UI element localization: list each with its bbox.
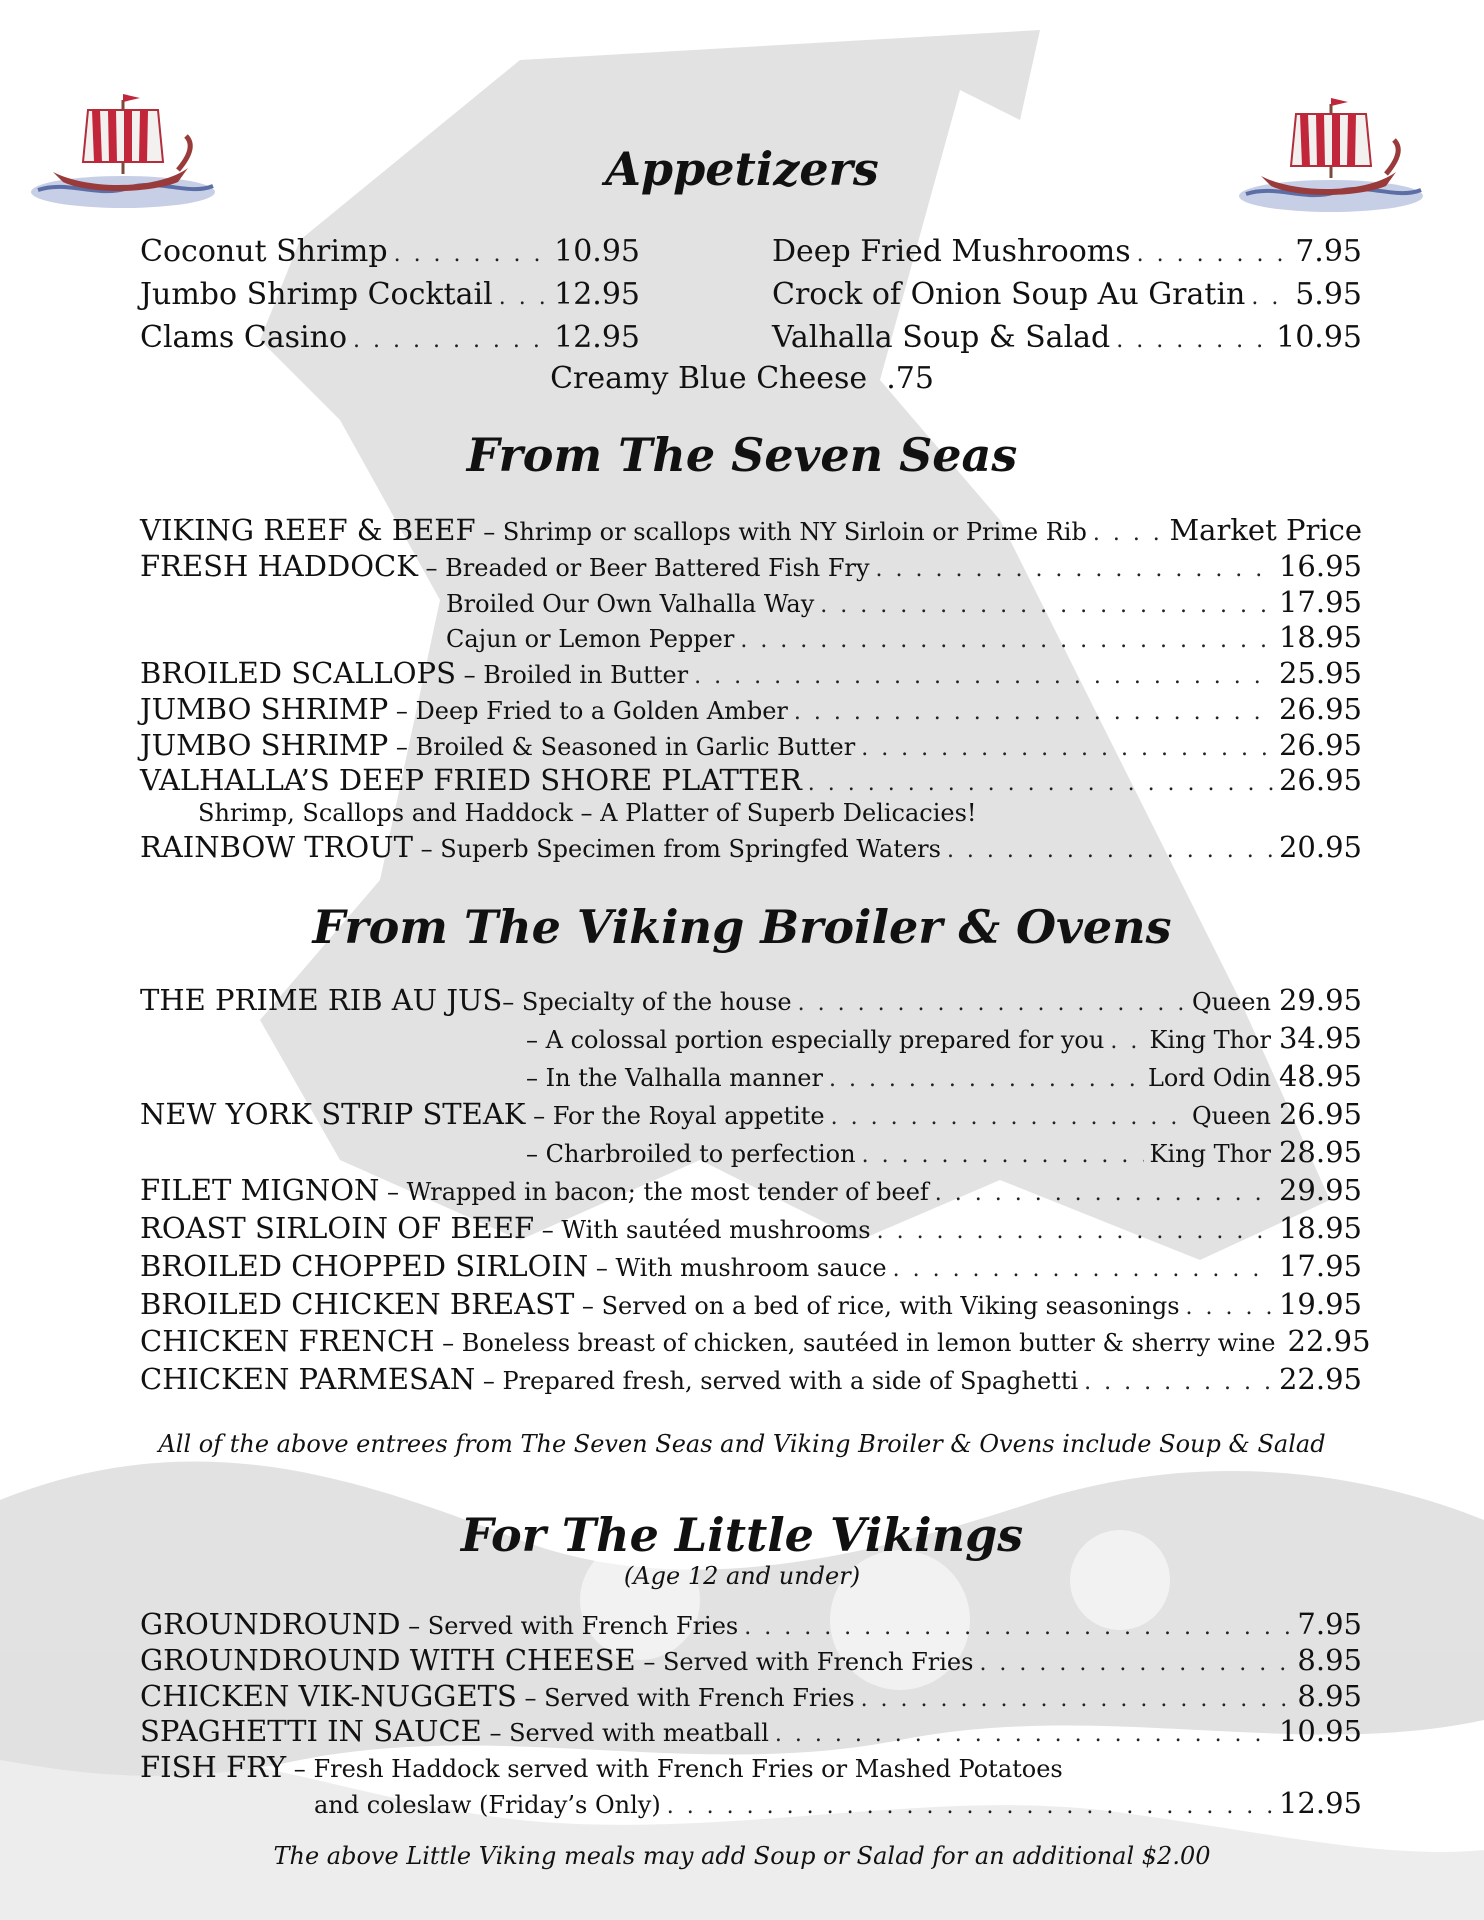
item-name: GROUNDROUND: [140, 1607, 401, 1641]
item-sep: –: [534, 1216, 562, 1244]
item-name: Valhalla Soup & Salad: [772, 320, 1111, 355]
item-price: 34.95: [1278, 1021, 1362, 1055]
item-price: 26.95: [1278, 728, 1362, 762]
item-name: Crock of Onion Soup Au Gratin: [772, 277, 1246, 312]
item-sep: –: [455, 661, 484, 689]
item-sep: –: [434, 1329, 462, 1357]
menu-item: [772, 234, 1362, 270]
item-desc: Charbroiled to perfection: [545, 1140, 856, 1168]
item-sep: –: [388, 733, 416, 761]
item-price: 5.95: [1295, 277, 1362, 312]
little-vikings-heading: For The Little Vikings: [460, 1508, 1024, 1562]
item-name: CHICKEN VIK-NUGGETS: [140, 1679, 517, 1713]
item-price: 10.95: [554, 234, 640, 269]
item-name: FISH FRY: [140, 1750, 287, 1784]
appetizers-heading: Appetizers: [605, 142, 879, 196]
item-desc: A colossal portion especially prepared for you: [545, 1026, 1105, 1054]
item-desc: Boneless breast of chicken, sautéed in lemon butter & sherry wine: [461, 1329, 1276, 1357]
item-desc: Cajun or Lemon Pepper: [446, 625, 735, 653]
item-sep: –: [481, 1719, 510, 1747]
menu-item: [140, 1679, 1362, 1713]
item-price: 26.95: [1278, 1097, 1362, 1131]
item-price: 7.95: [1297, 1607, 1362, 1641]
item-sep: –: [588, 1254, 616, 1282]
item-desc: Wrapped in bacon; the most tender of beef: [406, 1178, 929, 1206]
item-price: 10.95: [1276, 320, 1362, 355]
item-sep: –: [502, 988, 522, 1016]
item-price: 18.95: [1278, 1211, 1362, 1245]
item-sep: –: [417, 554, 446, 582]
menu-item: [140, 656, 1362, 690]
dot-leader: [394, 237, 549, 273]
item-name: BROILED CHOPPED SIRLOIN: [140, 1249, 589, 1283]
item-desc: For the Royal appetite: [552, 1102, 825, 1130]
dot-leader: [820, 589, 1273, 623]
menu-item: [140, 1173, 1362, 1207]
item-desc: Fresh Haddock served with French Fries or Mashed Potatoes: [313, 1755, 1063, 1783]
item-price: 48.95: [1278, 1059, 1362, 1093]
item-desc: Served with French Fries: [662, 1648, 974, 1676]
item-name: Deep Fried Mushrooms: [772, 234, 1131, 269]
item-desc: Shrimp or scallops with NY Sirloin or Prime Rib: [502, 518, 1087, 546]
item-name: VIKING REEF & BEEF: [140, 513, 476, 547]
item-price: 17.95: [1278, 585, 1362, 619]
menu-item: [140, 1714, 1362, 1748]
dot-leader: [861, 732, 1273, 766]
item-name: RAINBOW TROUT: [140, 830, 413, 864]
item-sep: –: [413, 835, 441, 863]
broiler-heading: From The Viking Broiler & Ovens: [312, 900, 1172, 954]
item-price: 28.95: [1278, 1135, 1362, 1169]
item-name: BROILED CHICKEN BREAST: [140, 1287, 575, 1321]
menu-item: [140, 234, 640, 270]
item-sep: –: [516, 1684, 545, 1712]
dot-leader: [979, 1647, 1291, 1681]
item-price: 7.95: [1295, 234, 1362, 269]
blue-cheese-addon: Creamy Blue Cheese .75: [550, 361, 934, 396]
item-price: 12.95: [554, 320, 640, 355]
viking-ship-icon: [28, 82, 218, 212]
menu-item: [140, 728, 1362, 762]
dot-leader: [947, 834, 1273, 868]
dot-leader: [1186, 1291, 1273, 1325]
portion-size: Queen: [1191, 988, 1271, 1016]
item-price: 29.95: [1278, 1173, 1362, 1207]
item-desc: Broiled Our Own Valhalla Way: [446, 590, 815, 618]
menu-item: [140, 1607, 1362, 1641]
item-desc: and coleslaw (Friday’s Only): [314, 1791, 661, 1819]
dot-leader: [935, 1177, 1273, 1211]
dot-leader: [667, 1790, 1273, 1824]
item-price: 22.95: [1287, 1324, 1371, 1358]
item-price: 25.95: [1278, 656, 1362, 690]
item-name: Clams Casino: [140, 320, 348, 355]
item-name: BROILED SCALLOPS: [140, 656, 456, 690]
menu-item: [140, 1750, 1362, 1784]
little-viking-addon-note: The above Little Viking meals may add Soup or Salad for an additional $2.00: [273, 1842, 1211, 1870]
item-sep: –: [475, 518, 503, 546]
portion-size: Lord Odin: [1147, 1064, 1271, 1092]
item-name: GROUNDROUND WITH CHEESE: [140, 1643, 636, 1677]
menu-item: [140, 1324, 1371, 1358]
menu-item: [526, 1135, 1362, 1169]
item-name: JUMBO SHRIMP: [140, 692, 389, 726]
item-price: 16.95: [1278, 549, 1362, 583]
item-price: 8.95: [1297, 1679, 1362, 1713]
item-price: 10.95: [1278, 1714, 1362, 1748]
seven-seas-heading: From The Seven Seas: [466, 428, 1018, 482]
item-name: VALHALLA’S DEEP FRIED SHORE PLATTER: [140, 763, 802, 797]
dot-leader: [798, 987, 1186, 1021]
item-sep: –: [526, 1026, 546, 1054]
dot-leader: [794, 696, 1273, 730]
item-price: 19.95: [1278, 1287, 1362, 1321]
item-desc: Served with meatball: [509, 1719, 769, 1747]
item-sep: –: [635, 1648, 663, 1676]
menu-item: [140, 320, 640, 356]
item-desc: Superb Specimen from Springfed Waters: [440, 835, 941, 863]
item-name: FRESH HADDOCK: [140, 549, 418, 583]
dot-leader: [877, 1215, 1273, 1249]
menu-item: [140, 1211, 1362, 1245]
menu-item: [772, 320, 1362, 356]
item-price: 22.95: [1278, 1362, 1362, 1396]
menu-item: [140, 513, 1362, 547]
item-desc: Broiled & Seasoned in Garlic Butter: [415, 733, 856, 761]
item-desc: Shrimp, Scallops and Haddock – A Platter of Superb Delicacies!: [198, 799, 977, 827]
dot-leader: [499, 280, 548, 316]
menu-item: [140, 692, 1362, 726]
menu-item: [140, 1097, 1362, 1131]
menu-item: [140, 1643, 1362, 1677]
dot-leader: [861, 1683, 1292, 1717]
item-name: FILET MIGNON: [140, 1173, 380, 1207]
menu-item: [140, 1287, 1362, 1321]
dot-leader: [829, 1063, 1142, 1097]
dot-leader: [1110, 1025, 1143, 1059]
item-sep: –: [475, 1367, 503, 1395]
item-name: NEW YORK STRIP STEAK: [140, 1097, 526, 1131]
menu-item: [140, 1249, 1362, 1283]
portion-size: Queen: [1191, 1102, 1271, 1130]
item-price: 12.95: [554, 277, 640, 312]
age-subtitle: (Age 12 and under): [623, 1562, 861, 1590]
item-price: Market Price: [1169, 513, 1362, 547]
item-price: 12.95: [1278, 1786, 1362, 1820]
item-name: SPAGHETTI IN SAUCE: [140, 1714, 482, 1748]
item-sep: –: [388, 697, 416, 725]
item-price: 20.95: [1278, 830, 1362, 864]
portion-size: King Thor: [1149, 1140, 1271, 1168]
item-sep: –: [379, 1178, 407, 1206]
item-desc: Served on a bed of rice, with Viking seasonings: [601, 1292, 1180, 1320]
item-desc: Served with French Fries: [427, 1612, 739, 1640]
item-desc: With sautéed mushrooms: [561, 1216, 871, 1244]
viking-ship-icon: [1236, 86, 1426, 216]
dot-leader: [740, 624, 1273, 658]
menu-item: [140, 830, 1362, 864]
dot-leader: [1116, 323, 1270, 359]
item-sep: –: [286, 1755, 314, 1783]
dot-leader: [744, 1611, 1291, 1645]
item-name: THE PRIME RIB AU JUS: [140, 983, 503, 1017]
item-name: CHICKEN FRENCH: [140, 1324, 435, 1358]
dot-leader: [862, 1139, 1144, 1173]
item-price: 17.95: [1278, 1249, 1362, 1283]
menu-item: [526, 1021, 1362, 1055]
dot-leader: [694, 660, 1273, 694]
item-name: ROAST SIRLOIN OF BEEF: [140, 1211, 535, 1245]
menu-item: [446, 620, 1362, 654]
item-sep: –: [525, 1102, 553, 1130]
item-name: JUMBO SHRIMP: [140, 728, 389, 762]
dot-leader: [831, 1101, 1186, 1135]
dot-leader: [353, 323, 548, 359]
item-sep: –: [526, 1140, 546, 1168]
dot-leader: [1137, 237, 1290, 273]
item-desc: Broiled in Butter: [483, 661, 689, 689]
menu-item: [140, 763, 1362, 797]
item-sep: –: [400, 1612, 428, 1640]
item-desc: With mushroom sauce: [615, 1254, 887, 1282]
item-desc: Prepared fresh, served with a side of Spaghetti: [502, 1367, 1079, 1395]
item-name: Coconut Shrimp: [140, 234, 388, 269]
menu-item: [140, 277, 640, 313]
dot-leader: [893, 1253, 1273, 1287]
dot-leader: [1093, 517, 1164, 551]
entrees-soup-salad-note: All of the above entrees from The Seven Seas and Viking Broiler & Ovens include Soup & Salad: [158, 1430, 1326, 1458]
item-sep: –: [574, 1292, 602, 1320]
dot-leader: [1251, 280, 1289, 316]
menu-item: [140, 1362, 1362, 1396]
menu-item: [446, 585, 1362, 619]
item-price: 8.95: [1297, 1643, 1362, 1677]
item-desc: Specialty of the house: [521, 988, 792, 1016]
menu-item: [314, 1786, 1362, 1820]
item-name: Jumbo Shrimp Cocktail: [140, 277, 493, 312]
item-sep: –: [526, 1064, 546, 1092]
menu-item: [526, 1059, 1362, 1093]
menu-item-detail: [198, 796, 1298, 830]
item-name: CHICKEN PARMESAN: [140, 1362, 476, 1396]
item-desc: Served with French Fries: [544, 1684, 855, 1712]
item-price: 18.95: [1278, 620, 1362, 654]
item-desc: Breaded or Beer Battered Fish Fry: [445, 554, 870, 582]
dot-leader: [876, 553, 1273, 587]
dot-leader: [775, 1718, 1273, 1752]
item-price: 29.95: [1278, 983, 1362, 1017]
item-price: 26.95: [1278, 692, 1362, 726]
item-desc: In the Valhalla manner: [545, 1064, 823, 1092]
menu-item: [772, 277, 1362, 313]
item-desc: Deep Fried to a Golden Amber: [415, 697, 788, 725]
portion-size: King Thor: [1149, 1026, 1271, 1054]
menu-item: [140, 983, 1362, 1017]
item-price: 26.95: [1278, 763, 1362, 797]
menu-item: [140, 549, 1362, 583]
dot-leader: [1084, 1366, 1273, 1400]
